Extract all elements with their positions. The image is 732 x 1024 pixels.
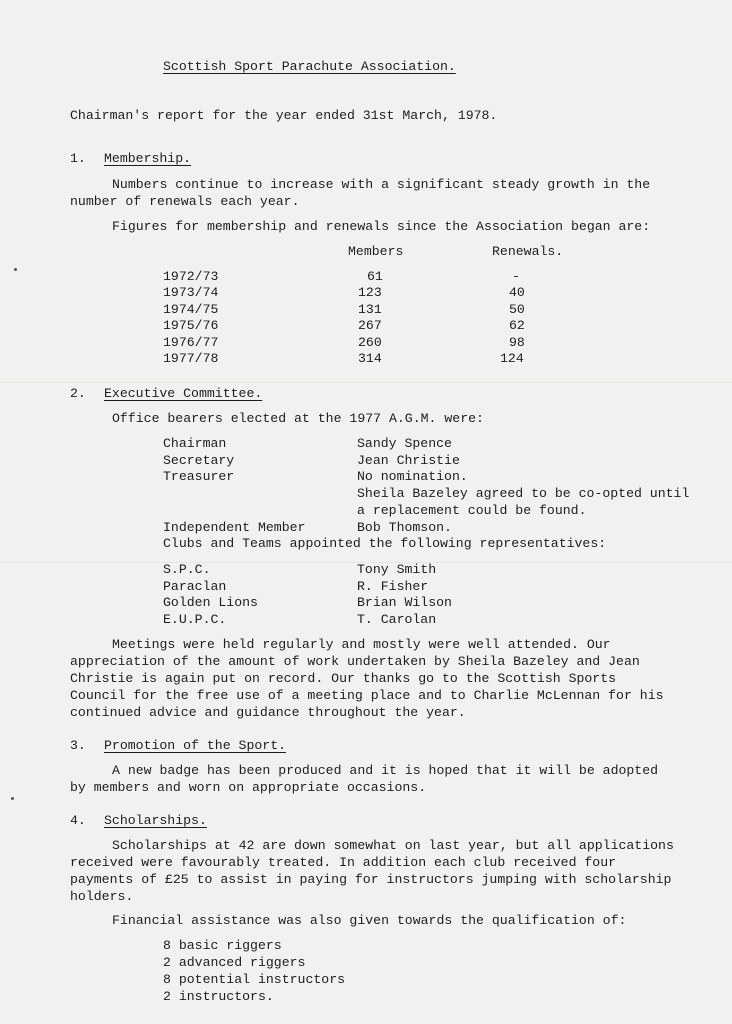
paragraph-line: continued advice and guidance throughout the year.	[70, 705, 466, 720]
table-cell-members: 314	[358, 351, 382, 366]
table-cell-renewals: -	[512, 269, 520, 284]
treasurer-note: Sheila Bazeley agreed to be co-opted until	[357, 486, 690, 501]
paper-speck	[14, 268, 17, 271]
table-cell-members: 260	[358, 335, 382, 350]
officer-role: Chairman	[163, 436, 227, 451]
officer-name: No nomination.	[357, 469, 468, 484]
club-name: E.U.P.C.	[163, 612, 227, 627]
table-cell-renewals: 98	[509, 335, 525, 350]
table-cell-members: 61	[367, 269, 383, 284]
paragraph-line: Office bearers elected at the 1977 A.G.M. were:	[112, 411, 484, 426]
paper-fold	[0, 382, 732, 384]
qualification-item: 2 advanced riggers	[163, 955, 306, 970]
officer-role: Independent Member	[163, 520, 306, 535]
report-title: Chairman's report for the year ended 31st March, 1978.	[70, 108, 498, 123]
table-cell-year: 1973/74	[163, 285, 219, 300]
paragraph-line: Christie is again put on record. Our thanks go to the Scottish Sports	[70, 671, 617, 686]
paragraph-line: by members and worn on appropriate occasions.	[70, 780, 427, 795]
table-header-renewals: Renewals.	[492, 244, 564, 259]
officer-role: Treasurer	[163, 469, 235, 484]
paragraph-line: Numbers continue to increase with a significant steady growth in the	[112, 177, 651, 192]
table-cell-year: 1977/78	[163, 351, 219, 366]
qualification-item: 8 basic riggers	[163, 938, 282, 953]
section-heading-promotion: Promotion of the Sport.	[104, 738, 287, 753]
table-cell-year: 1974/75	[163, 302, 219, 317]
section-heading-membership: Membership.	[104, 151, 192, 166]
treasurer-note: a replacement could be found.	[357, 503, 587, 518]
officer-name: Jean Christie	[357, 453, 460, 468]
table-cell-renewals: 50	[509, 302, 525, 317]
paragraph-line: number of renewals each year.	[70, 194, 300, 209]
club-name: Golden Lions	[163, 595, 258, 610]
section-number: 1.	[70, 151, 86, 166]
section-number: 3.	[70, 738, 86, 753]
qualification-item: 2 instructors.	[163, 989, 274, 1004]
table-cell-members: 123	[358, 285, 382, 300]
officer-name: Bob Thomson.	[357, 520, 452, 535]
paragraph-line: Council for the free use of a meeting place and to Charlie McLennan for his	[70, 688, 664, 703]
paper-speck	[11, 797, 14, 800]
officer-name: Sandy Spence	[357, 436, 452, 451]
paragraph-line: A new badge has been produced and it is hoped that it will be adopted	[112, 763, 659, 778]
table-cell-year: 1975/76	[163, 318, 219, 333]
table-cell-members: 267	[358, 318, 382, 333]
table-cell-renewals: 40	[509, 285, 525, 300]
table-cell-members: 131	[358, 302, 382, 317]
club-rep: Tony Smith	[357, 562, 437, 577]
section-heading-scholarships: Scholarships.	[104, 813, 207, 828]
club-rep: Brian Wilson	[357, 595, 452, 610]
org-title: Scottish Sport Parachute Association.	[163, 59, 456, 74]
club-rep: T. Carolan	[357, 612, 437, 627]
paragraph-line: Clubs and Teams appointed the following representatives:	[163, 536, 607, 551]
table-cell-year: 1972/73	[163, 269, 219, 284]
club-name: S.P.C.	[163, 562, 211, 577]
paragraph-line: Figures for membership and renewals since the Association began are:	[112, 219, 651, 234]
paragraph-line: Scholarships at 42 are down somewhat on last year, but all applications	[112, 838, 674, 853]
section-number: 4.	[70, 813, 86, 828]
table-cell-year: 1976/77	[163, 335, 219, 350]
paragraph-line: holders.	[70, 889, 134, 904]
table-header-members: Members	[348, 244, 404, 259]
paragraph-line: Financial assistance was also given towards the qualification of:	[112, 913, 627, 928]
officer-role: Secretary	[163, 453, 235, 468]
paragraph-line: payments of £25 to assist in paying for instructors jumping with scholarship	[70, 872, 672, 887]
paragraph-line: received were favourably treated. In addition each club received four	[70, 855, 617, 870]
qualification-item: 8 potential instructors	[163, 972, 346, 987]
section-heading-executive: Executive Committee.	[104, 386, 263, 401]
paragraph-line: appreciation of the amount of work undertaken by Sheila Bazeley and Jean	[70, 654, 640, 669]
club-rep: R. Fisher	[357, 579, 429, 594]
section-number: 2.	[70, 386, 86, 401]
table-cell-renewals: 124	[500, 351, 524, 366]
table-cell-renewals: 62	[509, 318, 525, 333]
club-name: Paraclan	[163, 579, 227, 594]
paragraph-line: Meetings were held regularly and mostly were well attended. Our	[112, 637, 611, 652]
